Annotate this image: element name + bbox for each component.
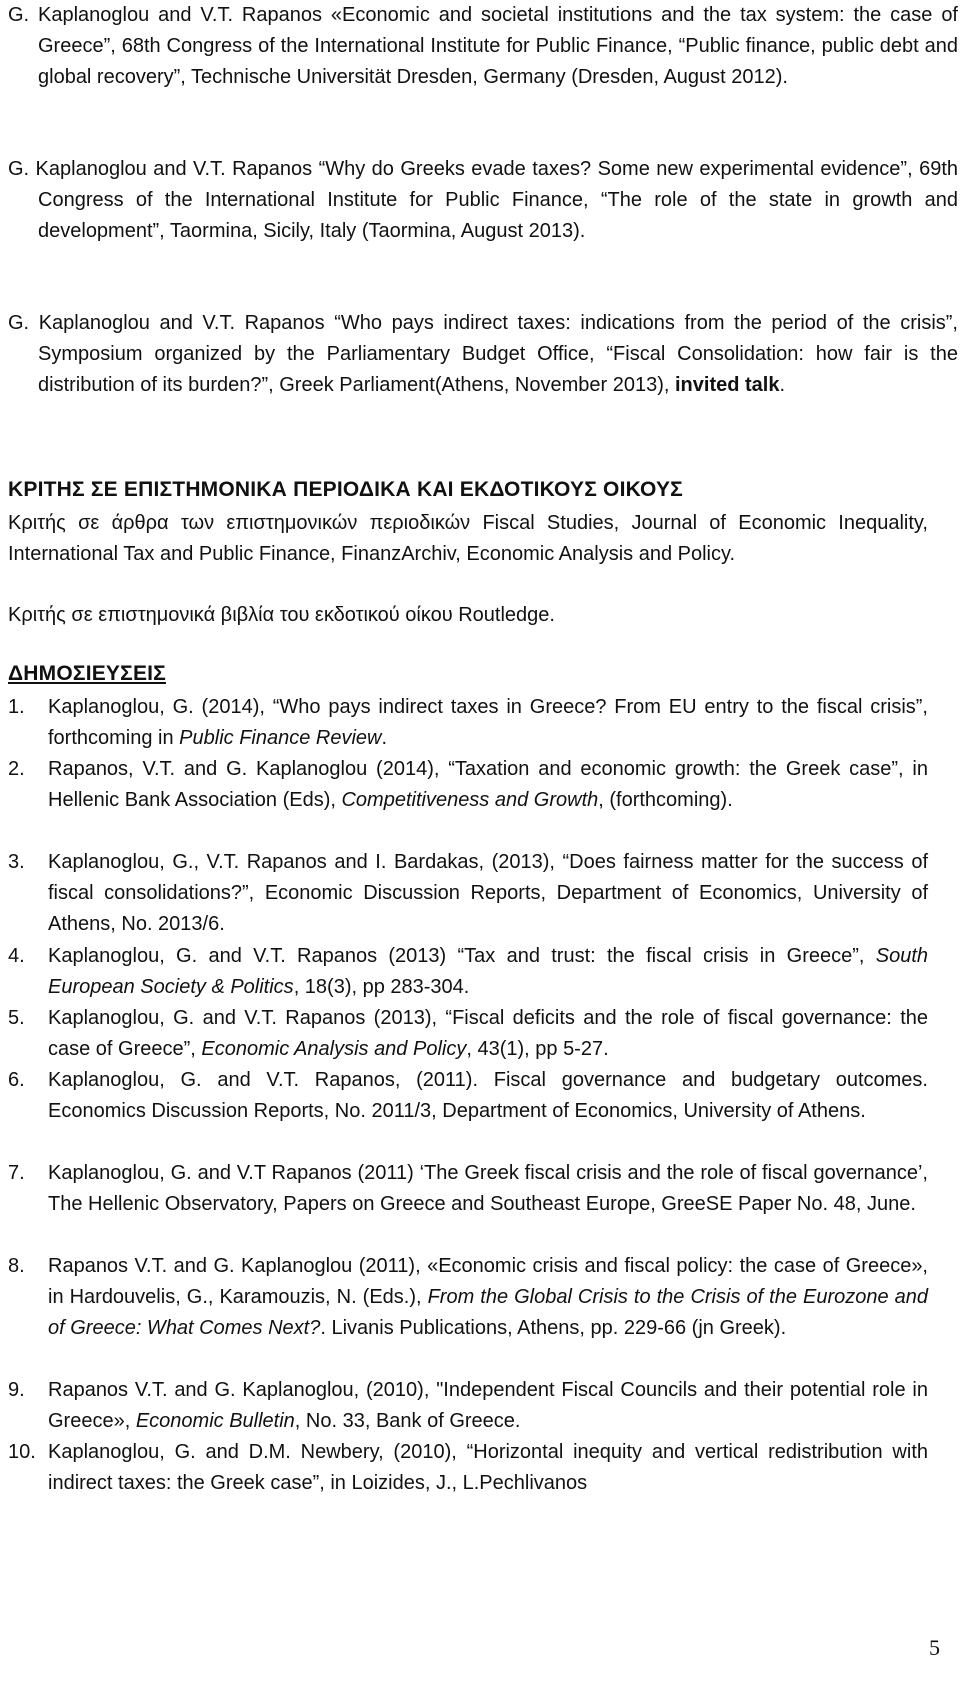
invited-talk-label: invited talk xyxy=(674,374,780,396)
item-number: 10. xyxy=(8,1441,36,1463)
item-text: Kaplanoglou, G. and V.T. Rapanos (2013), “Fiscal deficits and the role of fiscal governance: the case of Greece”, xyxy=(48,1007,928,1060)
item-number: 6. xyxy=(8,1069,25,1091)
item-journal: Public Finance Review xyxy=(179,727,382,749)
item-text-end: , 18(3), pp 283-304. xyxy=(293,976,470,998)
list-item xyxy=(8,847,928,940)
talk-entry xyxy=(8,0,958,93)
list-item xyxy=(8,1437,928,1499)
publications-heading: ΔΗΜΟΣΙΕΥΣΕΙΣ xyxy=(8,662,166,685)
item-text: Kaplanoglou, G. and V.T Rapanos (2011) ‘The Greek fiscal crisis and the role of fiscal governance’, The Hellenic Observatory, Papers on Greece and Southeast Europe, GreeSE Paper No. 48, June. xyxy=(48,1162,928,1215)
talk-text: G. Kaplanoglou and V.T. Rapanos “Why do Greeks evade taxes? Some new experimental evidence”, 69th Congress of the International Institute for Public Finance, “The role of the state in growth and development”, Taormina, Sicily, Italy (Taormina, August 2013). xyxy=(8,158,958,242)
item-text-end: , No. 33, Bank of Greece. xyxy=(294,1410,521,1432)
talk-text: G. Kaplanoglou and V.T. Rapanos “Who pays indirect taxes: indications from the period of the crisis”, Symposium organized by the Parliamentary Budget Office, “Fiscal Consolidation: how fair is the distribution of its burden?”, Greek Parliament(Athens, November 2013), xyxy=(8,312,958,396)
item-number: 8. xyxy=(8,1255,25,1277)
item-number: 2. xyxy=(8,758,25,780)
list-item xyxy=(8,1251,928,1344)
item-text-end: , (forthcoming). xyxy=(598,789,733,811)
item-text: Kaplanoglou, G., V.T. Rapanos and I. Bardakas, (2013), “Does fairness matter for the success of fiscal consolidations?”, Economic Discussion Reports, Department of Economics, University of Athens, No. 2013/6. xyxy=(48,851,928,935)
talk-entry xyxy=(8,154,958,247)
list-item xyxy=(8,941,928,1003)
item-text: Kaplanoglou, G. and V.T. Rapanos (2013) “Tax and trust: the fiscal crisis in Greece”, xyxy=(48,945,876,967)
item-number: 3. xyxy=(8,851,25,873)
item-journal: Competitiveness and Growth xyxy=(341,789,599,811)
referee-books: Κριτής σε επιστημονικά βιβλία του εκδοτικού οίκου Routledge. xyxy=(8,604,555,626)
list-item xyxy=(8,692,928,754)
item-book-title: From the Global Crisis to the Crisis of the Eurozone and of Greece: What Comes Next? xyxy=(48,1286,928,1339)
item-number: 9. xyxy=(8,1379,25,1401)
talk-entry xyxy=(8,308,958,401)
talk-text: G. Kaplanoglou and V.T. Rapanos «Economic and societal institutions and the tax system: the case of Greece”, 68th Congress of the International Institute for Public Finance, “Public finance, public debt and global recovery”, Technische Universität Dresden, Germany (Dresden, August 2012). xyxy=(8,4,958,88)
list-item xyxy=(8,1003,928,1065)
referee-heading: ΚΡΙΤΗΣ ΣΕ ΕΠΙΣΤΗΜΟΝΙΚΑ ΠΕΡΙΟΔΙΚΑ ΚΑΙ ΕΚΔΟΤΙΚΟΥΣ ΟΙΚΟΥΣ xyxy=(8,478,683,501)
list-item xyxy=(8,1158,928,1220)
item-text-end: . xyxy=(381,727,388,749)
item-text: Kaplanoglou, G. and D.M. Newbery, (2010), “Horizontal inequity and vertical redistribution with indirect taxes: the Greek case”, in Loizides, J., L.Pechlivanos xyxy=(48,1441,928,1494)
list-item xyxy=(8,754,928,816)
page-number: 5 xyxy=(929,1635,940,1660)
talk-text-end: . xyxy=(779,374,786,396)
item-text: Rapanos V.T. and G. Kaplanoglou, (2010), "Independent Fiscal Councils and their potential role in Greece», xyxy=(48,1379,928,1432)
item-number: 4. xyxy=(8,945,25,967)
item-text-end: . Livanis Publications, Athens, pp. 229-66 (jn Greek). xyxy=(320,1317,787,1339)
item-journal: Economic Bulletin xyxy=(135,1410,295,1432)
item-number: 1. xyxy=(8,696,25,718)
item-number: 5. xyxy=(8,1007,25,1029)
list-item xyxy=(8,1065,928,1127)
item-journal: South European Society & Politics xyxy=(48,945,928,998)
item-number: 7. xyxy=(8,1162,25,1184)
item-text: Kaplanoglou, G. and V.T. Rapanos, (2011). Fiscal governance and budgetary outcomes. Economics Discussion Reports, No. 2011/3, Department of Economics, University of Athens. xyxy=(48,1069,928,1122)
item-text: Rapanos V.T. and G. Kaplanoglou (2011), «Economic crisis and fiscal policy: the case of Greece», in Hardouvelis, G., Karamouzis, N. (Eds.), xyxy=(48,1255,928,1308)
list-item xyxy=(8,1375,928,1437)
item-text: Rapanos, V.T. and G. Kaplanoglou (2014), “Taxation and economic growth: the Greek case”, in Hellenic Bank Association (Eds), xyxy=(48,758,928,811)
item-text-end: , 43(1), pp 5-27. xyxy=(466,1038,609,1060)
item-text: Kaplanoglou, G. (2014), “Who pays indirect taxes in Greece? From EU entry to the fiscal crisis”, forthcoming in xyxy=(48,696,928,749)
item-journal: Economic Analysis and Policy xyxy=(201,1038,467,1060)
referee-journals: Κριτής σε άρθρα των επιστημονικών περιοδικών Fiscal Studies, Journal of Economic Inequality, International Tax and Public Finance, FinanzArchiv, Economic Analysis and Policy. xyxy=(8,512,928,565)
